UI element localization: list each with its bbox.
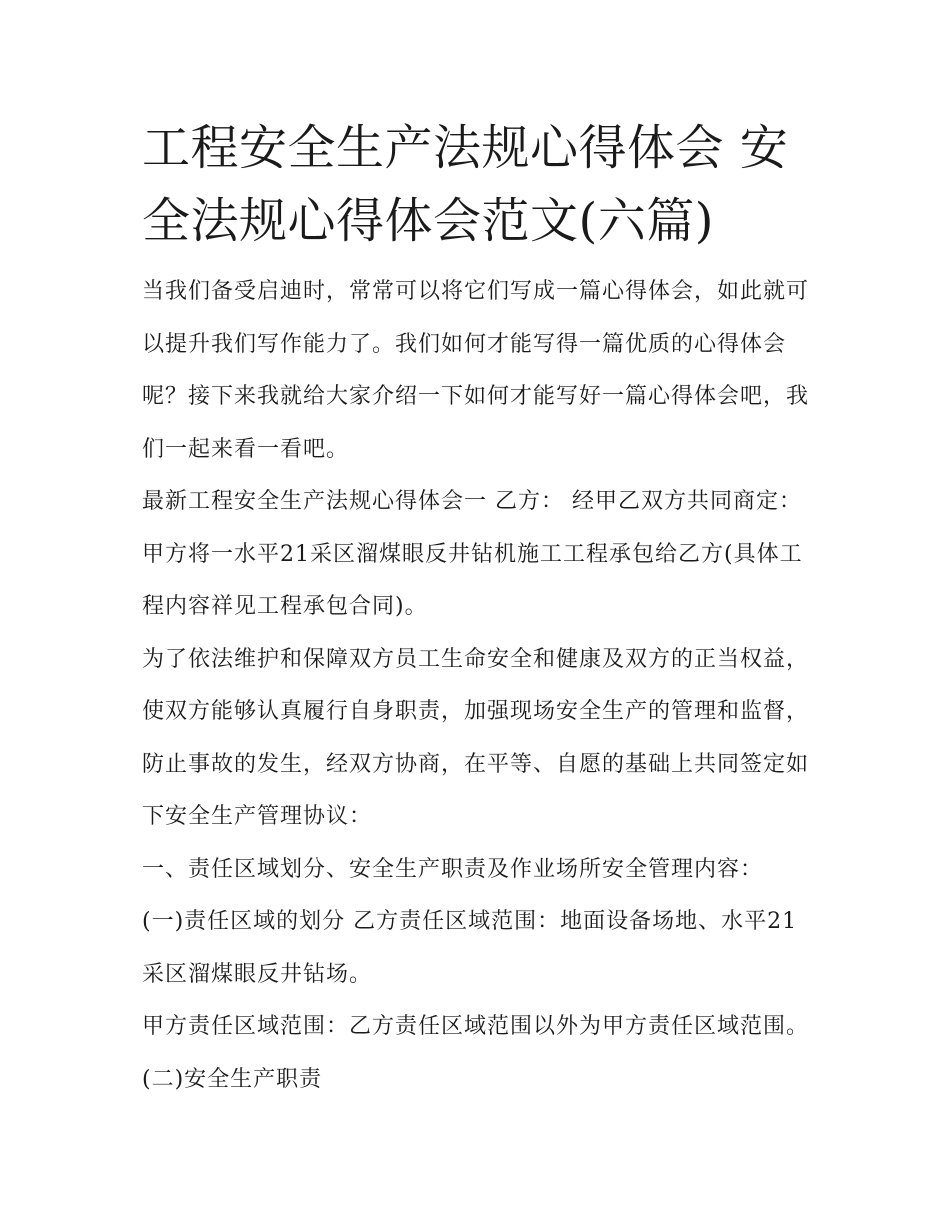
paragraph-contract: 最新工程安全生产法规心得体会一 乙方： 经甲乙双方共同商定：甲方将一水平21采区溜煤眼反井钻机施工工程承包给乙方(具体工程内容祥见工程承包合同)。 bbox=[142, 489, 803, 619]
paragraph-zone-division: (一)责任区域的划分 乙方责任区域范围：地面设备场地、水平21采区溜煤眼反井钻场。 bbox=[142, 909, 798, 987]
document-title: 工程安全生产法规心得体会 安全法规心得体会范文(六篇) bbox=[142, 120, 789, 249]
paragraph-purpose: 为了依法维护和保障双方员工生命安全和健康及双方的正当权益，使双方能够认真履行自身职责，加强现场安全生产的管理和监督，防止事故的发生，经双方协商，在平等、自愿的基础上共同签定如下安全生产管理协议： bbox=[142, 646, 810, 829]
paragraph-intro: 当我们备受启迪时，常常可以将它们写成一篇心得体会，如此就可以提升我们写作能力了。我们如何才能写得一篇优质的心得体会呢？接下来我就给大家介绍一下如何才能写好一篇心得体会吧，我们一起来看一看吧。 bbox=[142, 279, 810, 462]
paragraph-party-a-zone: 甲方责任区域范围：乙方责任区域范围以外为甲方责任区域范围。 (二)安全生产职责 bbox=[142, 1014, 810, 1092]
section-heading-1: 一、责任区域划分、安全生产职责及作业场所安全管理内容： bbox=[142, 856, 764, 882]
